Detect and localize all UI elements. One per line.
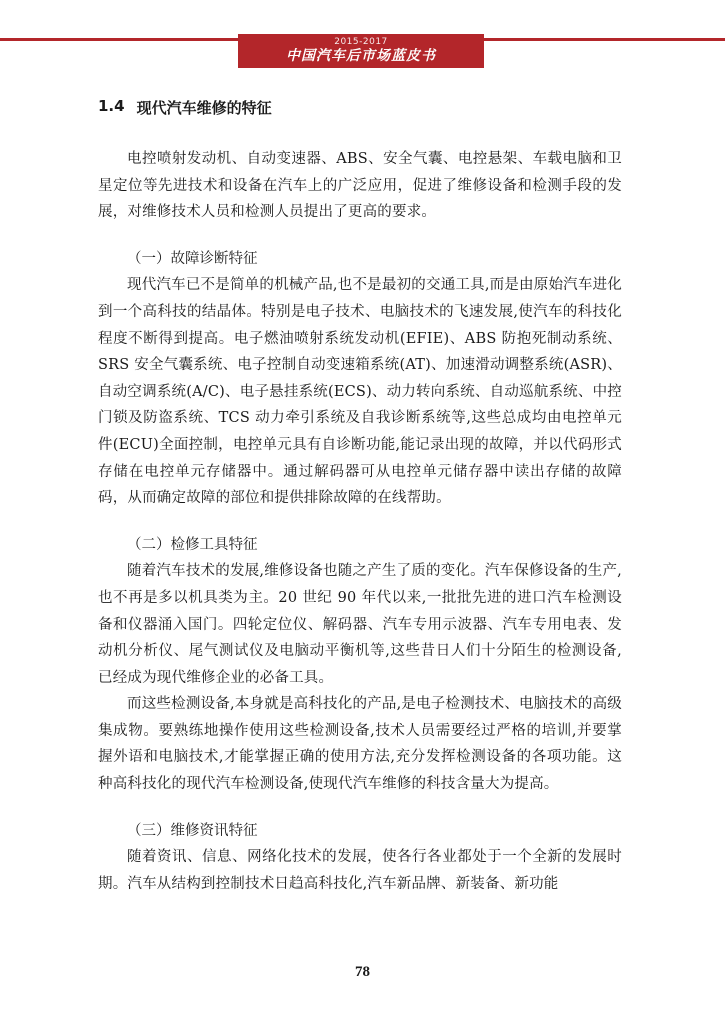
subsection-heading-2: （二）检修工具特征 (127, 536, 258, 553)
subsection-1-paragraph-1: 现代汽车已不是简单的机械产品,也不是最初的交通工具,而是由原始汽车进化到一个高科技的结晶体。特别是电子技术、电脑技术的飞速发展,使汽车的科技化程度不断得到提高。电子燃油喷射系统发动机(EFIE)、ABS 防抱死制动系统、SRS 安全气囊系统、电子控制自动变速箱系统(AT)、加速滑动调整系统(ASR)、自动空调系统(A/C)、电子悬挂系统(ECS)、动力转向系统、自动巡航系统、中控门锁及防盗系统、TCS 动力牵引系统及自我诊断系统等,这些总成均由电控单元件(ECU)全面控制，电控单元具有自诊断功能,能记录出现的故障，并以代码形式存储在电控单元存储器中。通过解码器可从电控单元储存器中读出存储的故障码，从而确定故障的部位和提供排除故障的在线帮助。 (98, 277, 623, 507)
subsection-2-paragraph-2: 而这些检测设备,本身就是高科技化的产品,是电子检测技术、电脑技术的高级集成物。要熟练地操作使用这些检测设备,技术人员需要经过严格的培训,并要掌握外语和电脑技术,才能掌握正确的使用方法,充分发挥检测设备的各项功能。这种高科技化的现代汽车检测设备,使现代汽车维修的科技含量大为提高。 (98, 696, 622, 793)
header-banner (238, 34, 484, 68)
header-years: 2015-2017 (334, 37, 388, 47)
page-number: 78 (355, 964, 370, 980)
page-body (98, 97, 622, 897)
section-title: 现代汽车维修的特征 (136, 99, 272, 117)
section-heading (98, 97, 622, 118)
subsection-heading-1: （一）故障诊断特征 (127, 250, 258, 267)
subsection-2-paragraph-1: 随着汽车技术的发展,维修设备也随之产生了质的变化。汽车保修设备的生产,也不再是多以机具类为主。20 世纪 90 年代以来,一批批先进的进口汽车检测设备和仪器涌入国门。四轮定位仪、解码器、汽车专用示波器、汽车专用电表、发动机分析仪、尾气测试仪及电脑动平衡机等,这些昔日人们十分陌生的检测设备,已经成为现代维修企业的必备工具。 (98, 563, 622, 686)
header-title: 中国汽车后市场蓝皮书 (286, 48, 436, 64)
subsection-3-paragraph-1: 随着资讯、信息、网络化技术的发展，使各行各业都处于一个全新的发展时期。汽车从结构到控制技术日趋高科技化,汽车新品牌、新装备、新功能 (98, 849, 622, 892)
intro-paragraph: 电控喷射发动机、自动变速器、ABS、安全气囊、电控悬架、车载电脑和卫星定位等先进技术和设备在汽车上的广泛应用，促进了维修设备和检测手段的发展，对维修技术人员和检测人员提出了更高的要求。 (98, 151, 622, 221)
subsection-heading-3: （三）维修资讯特征 (127, 822, 258, 839)
section-number: 1.4 (98, 97, 125, 115)
